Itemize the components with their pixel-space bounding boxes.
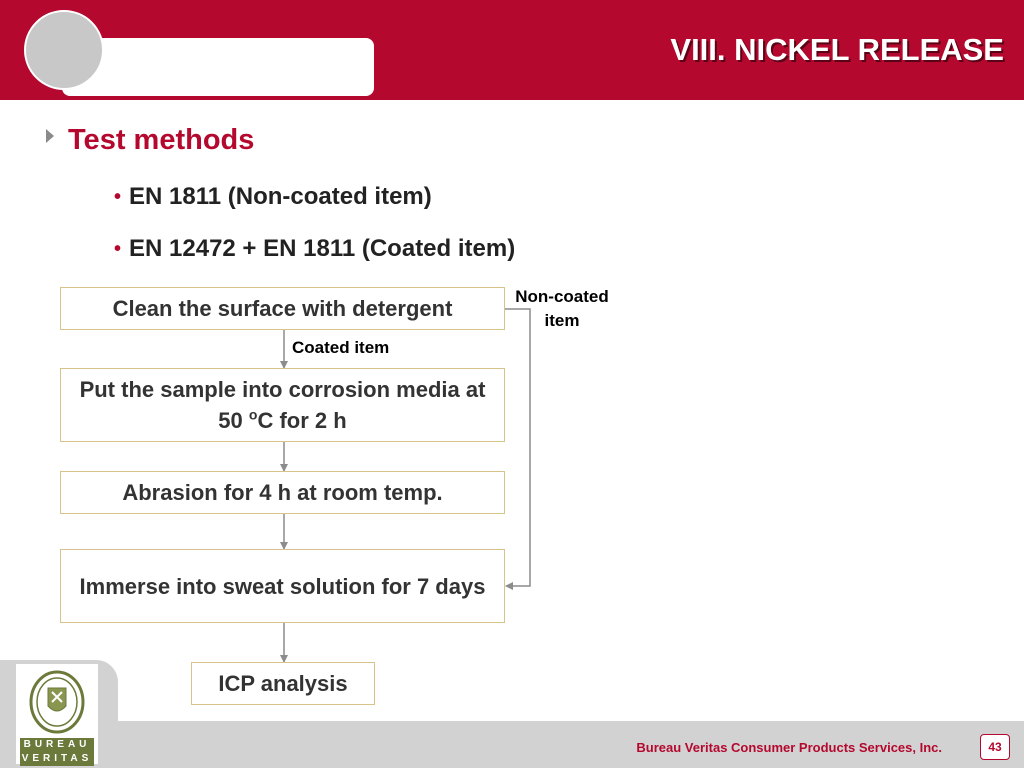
main-bullet-label: Test methods xyxy=(68,124,255,156)
flow-step-immerse xyxy=(60,549,505,623)
bullet-dot-icon: • xyxy=(114,237,122,260)
header-circle-decoration xyxy=(24,10,104,90)
slide-title: VIII. NICKEL RELEASE xyxy=(670,32,1004,67)
flow-step-text: Put the sample into corrosion media at 50 $^o$C for 2 h xyxy=(79,377,486,433)
logo-word-bottom: VERITAS xyxy=(21,753,93,764)
flow-step-text: Immerse into sweat solution for 7 days xyxy=(79,573,486,599)
flow-step-clean xyxy=(60,287,505,330)
non-coated-item-label: Non-coated item xyxy=(515,287,609,330)
bureau-veritas-logo xyxy=(16,664,98,764)
logo-word-top: BUREAU xyxy=(20,738,94,752)
page-number-badge: 43 xyxy=(980,734,1010,760)
flow-step-abrasion xyxy=(60,471,505,514)
header-title-plate xyxy=(62,38,374,96)
flow-step-icp xyxy=(191,662,375,705)
arrow-non-coated-bypass xyxy=(505,309,530,586)
coated-item-label: Coated item xyxy=(292,338,390,357)
main-bullet xyxy=(46,124,254,157)
sub-bullet-text: EN 12472 + EN 1811 (Coated item) xyxy=(129,235,516,262)
sub-bullet xyxy=(114,183,432,211)
flow-step-text: ICP analysis xyxy=(218,671,348,696)
sub-bullet-text: EN 1811 (Non-coated item) xyxy=(129,183,432,210)
bullet-arrow-icon xyxy=(46,129,54,143)
sub-bullet xyxy=(114,235,515,263)
bullet-dot-icon: • xyxy=(114,185,122,208)
footer-company-name: Bureau Veritas Consumer Products Services, Inc. xyxy=(636,740,942,755)
flow-step-text: Clean the surface with detergent xyxy=(112,296,453,321)
logo-seal-icon xyxy=(24,670,90,734)
flow-step-corrosion xyxy=(60,368,505,442)
flow-step-text: Abrasion for 4 h at room temp. xyxy=(122,480,443,505)
